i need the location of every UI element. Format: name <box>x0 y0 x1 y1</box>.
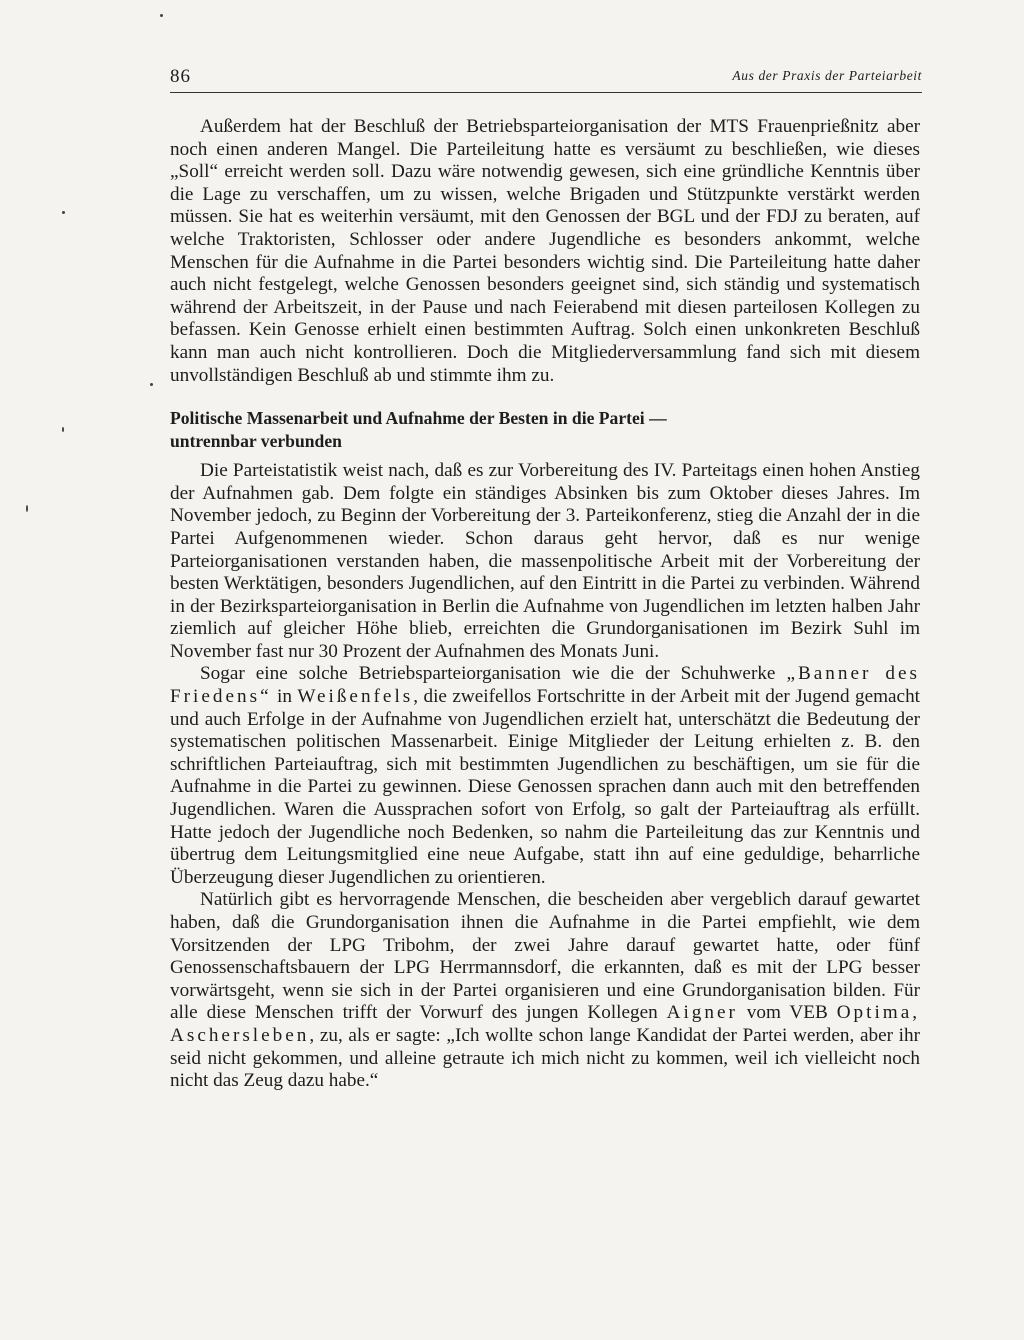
paragraph-text: in <box>277 686 292 708</box>
page-number: 86 <box>170 66 191 87</box>
paragraph-parteistatistik: Die Parteistatistik weist nach, daß es zur Vorbereitung des IV. Parteitags einen hohen Anstieg der Aufnahmen gab. Dem folgte ein ständiges Absinken bis zum Oktober dieses Jahres. Im November jedoch, zu Beginn der Vorbereitung der 3. Parteikonferenz, stieg die Anzahl der in die Partei Aufgenommenen wieder. Schon daraus geht hervor, daß es nur wenige Parteiorganisationen verstanden haben, die massenpolitische Arbeit mit der Vorbereitung der besten Werktätigen, besonders Jugendlichen, auf den Eintritt in die Partei zu verbinden. Während in der Bezirksparteiorganisation in Berlin die Aufnahme von Jugendlichen im letzten halben Jahr ziemlich auf gleicher Höhe blieb, erreichten die Grundorganisationen im Bezirk Suhl im November fast nur 30 Prozent der Aufnahmen des Monats Juni. <box>170 460 920 662</box>
paragraph-text: vom VEB <box>746 1002 828 1024</box>
scan-speck <box>150 383 153 386</box>
body-text <box>170 116 920 1093</box>
emphasis-text: Optima, Aschersleben <box>170 1002 921 1046</box>
paragraph-text: Sogar eine solche Betriebsparteiorganisation wie die der Schuhwerke <box>200 663 776 685</box>
paragraph-text: , zu, als er sagte: „Ich wollte schon lange Kandidat der Partei werden, aber ihr seid nicht gekommen, und alleine getraute ich mich nicht zu kommen, weil ich vielleicht noch nicht das Zeug dazu habe.“ <box>170 1024 920 1092</box>
section-heading-line-2: untrennbar verbunden <box>170 431 342 452</box>
page-header <box>170 64 922 93</box>
scan-speck <box>62 427 64 432</box>
paragraph-schuhwerke <box>170 663 920 889</box>
paragraph-text: Natürlich gibt es hervorragende Menschen, die bescheiden aber vergeblich darauf gewartet haben, daß die Grundorganisation ihnen die Aufnahme in die Partei empfiehlt, wie dem Vorsitzenden der LPG Tribohm, der zwei Jahre darauf gewartet hatte, oder fünf Genossenschaftsbauern der LPG Herrmannsdorf, die erkannten, daß es mit der LPG besser vorwärtsgeht, wenn sie sich in der Partei organisieren und eine Grundorganisation bilden. Für alle diese Menschen trifft der Vorwurf des jungen Kollegen <box>170 889 920 1024</box>
scan-speck <box>26 505 28 512</box>
emphasis-text: „Banner des Friedens“ <box>170 663 920 708</box>
section-heading <box>170 407 920 453</box>
scan-speck <box>62 211 65 214</box>
running-head: Aus der Praxis der Parteiarbeit <box>732 68 922 83</box>
section-heading-line-1: Politische Massenarbeit und Aufnahme der Besten in die Partei — <box>170 408 667 429</box>
paragraph-text: , die zweifellos Fortschritte in der Arbeit mit der Jugend gemacht und auch Erfolge in der Aufnahme von Jugendlichen erzielt hat, unterschätzt die Bedeutung der systematischen politischen Massenarbeit. Einige Mitglieder der Leitung erhielten z. B. den schriftlichen Parteiauftrag, sich mit bestimmten Jugendlichen zu beschäftigen, um sie für die Aufnahme in die Partei zu gewinnen. Diese Genossen sprachen dann auch mit den betreffenden Jugendlichen. Waren die Aussprachen sofort von Erfolg, so galt der Parteiauftrag als erfüllt. Hatte jedoch der Jugendliche noch Bedenken, so nahm die Parteileitung das zur Kenntnis und übertrug dem Leitungsmitglied eine neue Aufgabe, statt ihn auf eine geduldige, beharrliche Überzeugung dieser Jugendlichen zu orientieren. <box>170 686 920 888</box>
emphasis-text: Weißenfels <box>297 686 414 708</box>
emphasis-text: Aigner <box>666 1002 738 1024</box>
paragraph-vorwurf <box>170 889 920 1092</box>
paragraph-mangel: Außerdem hat der Beschluß der Betriebsparteiorganisation der MTS Frauenprießnitz aber noch einen anderen Mangel. Die Parteileitung hatte es versäumt zu beschließen, wie dieses „Soll“ erreicht werden soll. Dazu wäre notwendig gewesen, sich eine gründliche Kenntnis über die Lage zu verschaffen, um zu wissen, welche Brigaden und Stützpunkte verstärkt werden müssen. Sie hat es weiterhin versäumt, mit den Genossen der BGL und der FDJ zu beraten, auf welche Traktoristen, Schlosser oder andere Jugendliche es besonders ankommt, welche Menschen für die Aufnahme in die Partei besonders wichtig sind. Die Parteileitung hatte daher auch nicht festgelegt, welche Genossen besonders geeignet sind, sich ständig und systematisch während der Arbeitszeit, in der Pause und nach Feierabend mit diesen parteilosen Kollegen zu befassen. Kein Genosse erhielt einen bestimmten Auftrag. Solch einen unkonkreten Beschluß kann man auch nicht kontrollieren. Doch die Mitgliederversammlung fand sich mit diesem unvollständigen Beschluß ab und stimmte ihm zu. <box>170 116 920 386</box>
scan-speck <box>160 14 163 17</box>
